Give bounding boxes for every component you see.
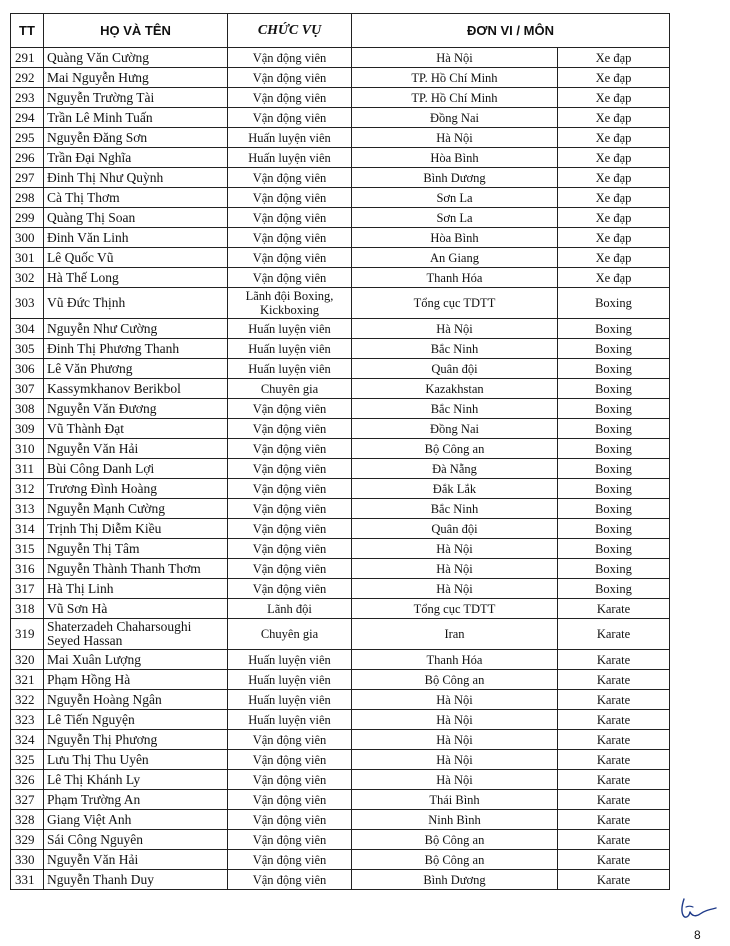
table-row: [11, 690, 670, 710]
roster-table: [10, 13, 670, 890]
table-row: [11, 710, 670, 730]
person-name: Quàng Thị Soan: [44, 208, 228, 228]
table-row: [11, 268, 670, 288]
sport: Boxing: [558, 459, 670, 479]
person-name: Đinh Thị Phương Thanh: [44, 339, 228, 359]
person-name: Nguyễn Thành Thanh Thơm: [44, 559, 228, 579]
position: Vận động viên: [228, 519, 352, 539]
table-row: [11, 519, 670, 539]
unit: Bình Dương: [352, 168, 558, 188]
person-name: Shaterzadeh Chaharsoughi Seyed Hassan: [44, 619, 228, 650]
row-number: 306: [11, 359, 44, 379]
signature-mark: [676, 893, 720, 923]
row-number: 326: [11, 770, 44, 790]
position: Vận động viên: [228, 108, 352, 128]
position: Vận động viên: [228, 208, 352, 228]
table-row: [11, 68, 670, 88]
table-row: [11, 730, 670, 750]
person-name: Vũ Sơn Hà: [44, 599, 228, 619]
sport: Boxing: [558, 539, 670, 559]
person-name: Vũ Thành Đạt: [44, 419, 228, 439]
table-row: [11, 148, 670, 168]
position: Huấn luyện viên: [228, 359, 352, 379]
header-tt: TT: [11, 14, 44, 48]
row-number: 310: [11, 439, 44, 459]
row-number: 307: [11, 379, 44, 399]
unit: Quân đội: [352, 359, 558, 379]
row-number: 312: [11, 479, 44, 499]
table-row: [11, 399, 670, 419]
table-row: [11, 750, 670, 770]
person-name: Hà Thị Linh: [44, 579, 228, 599]
sport: Boxing: [558, 519, 670, 539]
person-name: Hà Thế Long: [44, 268, 228, 288]
sport: Xe đạp: [558, 48, 670, 68]
table-row: [11, 599, 670, 619]
position: Vận động viên: [228, 439, 352, 459]
row-number: 309: [11, 419, 44, 439]
person-name: Lê Thị Khánh Ly: [44, 770, 228, 790]
unit: Hà Nội: [352, 690, 558, 710]
row-number: 330: [11, 850, 44, 870]
row-number: 322: [11, 690, 44, 710]
sport: Xe đạp: [558, 68, 670, 88]
position: Vận động viên: [228, 228, 352, 248]
sport: Boxing: [558, 319, 670, 339]
table-row: [11, 870, 670, 890]
position: Vận động viên: [228, 459, 352, 479]
position: Vận động viên: [228, 810, 352, 830]
position: Vận động viên: [228, 88, 352, 108]
sport: Xe đạp: [558, 168, 670, 188]
row-number: 297: [11, 168, 44, 188]
table-row: [11, 670, 670, 690]
table-row: [11, 479, 670, 499]
person-name: Nguyễn Thị Phương: [44, 730, 228, 750]
position: Vận động viên: [228, 188, 352, 208]
position: Vận động viên: [228, 399, 352, 419]
person-name: Nguyễn Hoàng Ngân: [44, 690, 228, 710]
sport: Xe đạp: [558, 88, 670, 108]
position: Vận động viên: [228, 268, 352, 288]
unit: Hà Nội: [352, 48, 558, 68]
header-row: [11, 14, 670, 48]
position: Vận động viên: [228, 248, 352, 268]
table-row: [11, 359, 670, 379]
row-number: 303: [11, 288, 44, 319]
sport: Boxing: [558, 439, 670, 459]
sport: Boxing: [558, 399, 670, 419]
unit: Hà Nội: [352, 710, 558, 730]
person-name: Nguyễn Văn Hải: [44, 439, 228, 459]
table-row: [11, 188, 670, 208]
position: Vận động viên: [228, 539, 352, 559]
unit: Bắc Ninh: [352, 339, 558, 359]
table-row: [11, 619, 670, 650]
position: Vận động viên: [228, 479, 352, 499]
person-name: Lê Quốc Vũ: [44, 248, 228, 268]
unit: TP. Hồ Chí Minh: [352, 68, 558, 88]
sport: Xe đạp: [558, 268, 670, 288]
position: Chuyên gia: [228, 379, 352, 399]
person-name: Lê Văn Phương: [44, 359, 228, 379]
table-row: [11, 48, 670, 68]
person-name: Trương Đình Hoàng: [44, 479, 228, 499]
unit: Tổng cục TDTT: [352, 288, 558, 319]
position: Vận động viên: [228, 750, 352, 770]
unit: Đồng Nai: [352, 419, 558, 439]
unit: Hà Nội: [352, 559, 558, 579]
row-number: 328: [11, 810, 44, 830]
row-number: 318: [11, 599, 44, 619]
table-row: [11, 379, 670, 399]
table-body: [11, 48, 670, 890]
position: Vận động viên: [228, 168, 352, 188]
table-row: [11, 419, 670, 439]
unit: Hòa Bình: [352, 228, 558, 248]
unit: Đà Nẵng: [352, 459, 558, 479]
person-name: Nguyễn Như Cường: [44, 319, 228, 339]
row-number: 302: [11, 268, 44, 288]
table-row: [11, 499, 670, 519]
table-row: [11, 168, 670, 188]
sport: Karate: [558, 870, 670, 890]
person-name: Nguyễn Văn Hải: [44, 850, 228, 870]
table-row: [11, 128, 670, 148]
unit: Ninh Bình: [352, 810, 558, 830]
row-number: 299: [11, 208, 44, 228]
row-number: 314: [11, 519, 44, 539]
header-unit: ĐƠN VI / MÔN: [352, 14, 670, 48]
table-row: [11, 790, 670, 810]
row-number: 321: [11, 670, 44, 690]
sport: Xe đạp: [558, 248, 670, 268]
unit: Hà Nội: [352, 539, 558, 559]
sport: Karate: [558, 790, 670, 810]
row-number: 320: [11, 650, 44, 670]
unit: Hà Nội: [352, 730, 558, 750]
unit: Tổng cục TDTT: [352, 599, 558, 619]
table-row: [11, 579, 670, 599]
unit: Kazakhstan: [352, 379, 558, 399]
table-row: [11, 459, 670, 479]
person-name: Mai Xuân Lượng: [44, 650, 228, 670]
header-role: CHỨC VỤ: [228, 14, 352, 48]
unit: Iran: [352, 619, 558, 650]
position: Vận động viên: [228, 730, 352, 750]
table-row: [11, 539, 670, 559]
unit: Bình Dương: [352, 870, 558, 890]
row-number: 301: [11, 248, 44, 268]
row-number: 304: [11, 319, 44, 339]
sport: Xe đạp: [558, 228, 670, 248]
row-number: 325: [11, 750, 44, 770]
person-name: Nguyễn Thanh Duy: [44, 870, 228, 890]
unit: Thái Bình: [352, 790, 558, 810]
table-row: [11, 650, 670, 670]
position: Vận động viên: [228, 419, 352, 439]
table-row: [11, 559, 670, 579]
table-row: [11, 319, 670, 339]
position: Vận động viên: [228, 559, 352, 579]
sport: Boxing: [558, 559, 670, 579]
person-name: Nguyễn Trường Tài: [44, 88, 228, 108]
person-name: Lưu Thị Thu Uyên: [44, 750, 228, 770]
sport: Boxing: [558, 339, 670, 359]
unit: Hà Nội: [352, 128, 558, 148]
row-number: 292: [11, 68, 44, 88]
table-row: [11, 810, 670, 830]
sport: Karate: [558, 619, 670, 650]
sport: Boxing: [558, 359, 670, 379]
position: Huấn luyện viên: [228, 710, 352, 730]
row-number: 329: [11, 830, 44, 850]
person-name: Mai Nguyễn Hưng: [44, 68, 228, 88]
position: Vận động viên: [228, 850, 352, 870]
position: Vận động viên: [228, 579, 352, 599]
table-row: [11, 248, 670, 268]
table-row: [11, 288, 670, 319]
unit: Hòa Bình: [352, 148, 558, 168]
person-name: Cà Thị Thơm: [44, 188, 228, 208]
position: Huấn luyện viên: [228, 148, 352, 168]
position: Vận động viên: [228, 68, 352, 88]
row-number: 319: [11, 619, 44, 650]
unit: Hà Nội: [352, 319, 558, 339]
sport: Karate: [558, 670, 670, 690]
person-name: Nguyễn Thị Tâm: [44, 539, 228, 559]
sport: Karate: [558, 770, 670, 790]
unit: Bắc Ninh: [352, 399, 558, 419]
sport: Xe đạp: [558, 148, 670, 168]
table-row: [11, 88, 670, 108]
person-name: Đinh Văn Linh: [44, 228, 228, 248]
person-name: Đinh Thị Như Quỳnh: [44, 168, 228, 188]
sport: Xe đạp: [558, 108, 670, 128]
position: Huấn luyện viên: [228, 319, 352, 339]
person-name: Phạm Hồng Hà: [44, 670, 228, 690]
row-number: 331: [11, 870, 44, 890]
person-name: Nguyễn Đăng Sơn: [44, 128, 228, 148]
position: Vận động viên: [228, 790, 352, 810]
unit: Hà Nội: [352, 579, 558, 599]
unit: Hà Nội: [352, 770, 558, 790]
unit: Bộ Công an: [352, 830, 558, 850]
position: Vận động viên: [228, 499, 352, 519]
unit: Sơn La: [352, 188, 558, 208]
position: Huấn luyện viên: [228, 670, 352, 690]
sport: Karate: [558, 690, 670, 710]
person-name: Trần Lê Minh Tuấn: [44, 108, 228, 128]
row-number: 308: [11, 399, 44, 419]
unit: Bắc Ninh: [352, 499, 558, 519]
position: Huấn luyện viên: [228, 690, 352, 710]
person-name: Sái Công Nguyên: [44, 830, 228, 850]
position: Vận động viên: [228, 870, 352, 890]
position: Vận động viên: [228, 830, 352, 850]
person-name: Nguyễn Văn Đương: [44, 399, 228, 419]
unit: An Giang: [352, 248, 558, 268]
unit: Bộ Công an: [352, 439, 558, 459]
row-number: 305: [11, 339, 44, 359]
person-name: Nguyễn Mạnh Cường: [44, 499, 228, 519]
position: Huấn luyện viên: [228, 339, 352, 359]
row-number: 316: [11, 559, 44, 579]
unit: Đắk Lắk: [352, 479, 558, 499]
sport: Xe đạp: [558, 188, 670, 208]
position: Lãnh đội Boxing, Kickboxing: [228, 288, 352, 319]
table-row: [11, 208, 670, 228]
table-row: [11, 770, 670, 790]
table-row: [11, 108, 670, 128]
unit: Thanh Hóa: [352, 268, 558, 288]
sport: Karate: [558, 750, 670, 770]
sport: Xe đạp: [558, 208, 670, 228]
sport: Boxing: [558, 479, 670, 499]
sport: Karate: [558, 830, 670, 850]
person-name: Phạm Trường An: [44, 790, 228, 810]
sport: Boxing: [558, 419, 670, 439]
sport: Karate: [558, 730, 670, 750]
row-number: 298: [11, 188, 44, 208]
sport: Boxing: [558, 499, 670, 519]
row-number: 300: [11, 228, 44, 248]
row-number: 324: [11, 730, 44, 750]
person-name: Lê Tiến Nguyện: [44, 710, 228, 730]
sport: Karate: [558, 710, 670, 730]
unit: Đồng Nai: [352, 108, 558, 128]
table-row: [11, 850, 670, 870]
row-number: 295: [11, 128, 44, 148]
table-row: [11, 339, 670, 359]
row-number: 293: [11, 88, 44, 108]
unit: Hà Nội: [352, 750, 558, 770]
sport: Boxing: [558, 288, 670, 319]
person-name: Bùi Công Danh Lợi: [44, 459, 228, 479]
table-row: [11, 439, 670, 459]
sport: Boxing: [558, 379, 670, 399]
sport: Xe đạp: [558, 128, 670, 148]
person-name: Quàng Văn Cường: [44, 48, 228, 68]
position: Vận động viên: [228, 48, 352, 68]
row-number: 311: [11, 459, 44, 479]
sport: Karate: [558, 599, 670, 619]
unit: Quân đội: [352, 519, 558, 539]
sport: Boxing: [558, 579, 670, 599]
position: Lãnh đội: [228, 599, 352, 619]
row-number: 294: [11, 108, 44, 128]
unit: Sơn La: [352, 208, 558, 228]
sport: Karate: [558, 810, 670, 830]
unit: Bộ Công an: [352, 670, 558, 690]
position: Chuyên gia: [228, 619, 352, 650]
sport: Karate: [558, 650, 670, 670]
person-name: Vũ Đức Thịnh: [44, 288, 228, 319]
person-name: Giang Việt Anh: [44, 810, 228, 830]
table-row: [11, 830, 670, 850]
row-number: 296: [11, 148, 44, 168]
unit: Thanh Hóa: [352, 650, 558, 670]
row-number: 313: [11, 499, 44, 519]
person-name: Trịnh Thị Diễm Kiều: [44, 519, 228, 539]
row-number: 315: [11, 539, 44, 559]
position: Vận động viên: [228, 770, 352, 790]
position: Huấn luyện viên: [228, 128, 352, 148]
position: Huấn luyện viên: [228, 650, 352, 670]
table-row: [11, 228, 670, 248]
header-name: HỌ VÀ TÊN: [44, 14, 228, 48]
person-name: Kassymkhanov Berikbol: [44, 379, 228, 399]
unit: Bộ Công an: [352, 850, 558, 870]
person-name: Trần Đại Nghĩa: [44, 148, 228, 168]
sport: Karate: [558, 850, 670, 870]
row-number: 317: [11, 579, 44, 599]
row-number: 327: [11, 790, 44, 810]
page-number: 8: [694, 928, 701, 942]
row-number: 291: [11, 48, 44, 68]
row-number: 323: [11, 710, 44, 730]
unit: TP. Hồ Chí Minh: [352, 88, 558, 108]
